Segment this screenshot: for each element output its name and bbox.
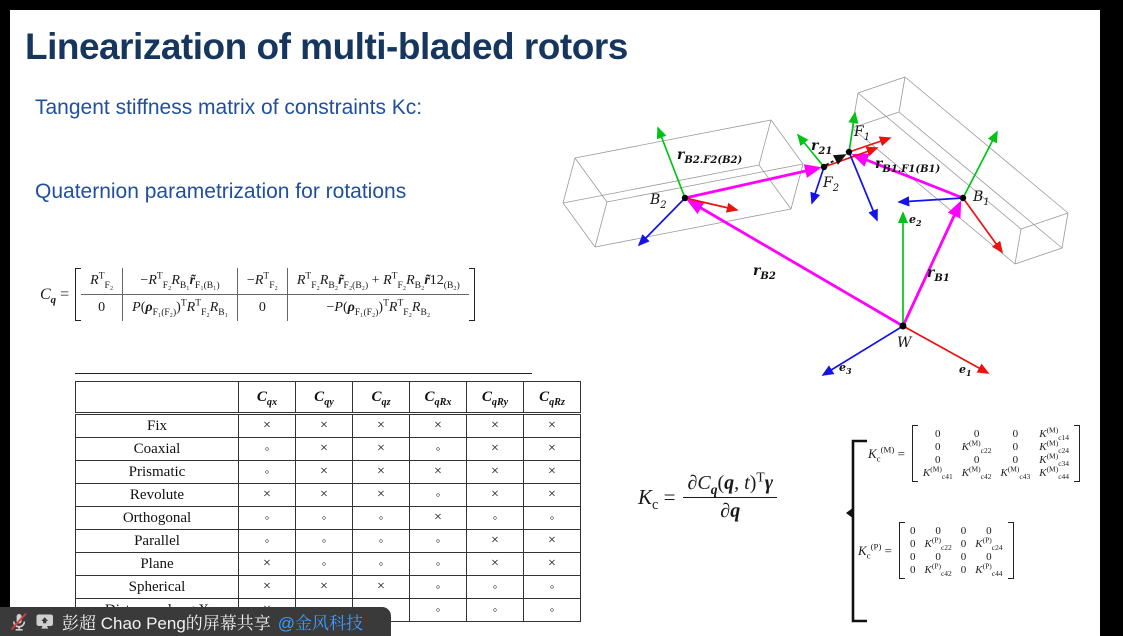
kc-denominator: ∂q [720,500,741,522]
label-B2: $B_2$ [650,192,667,211]
kc-matrix-M-label: $K_c^{(M)}$ = [868,444,905,464]
matrix-cell: 0 [935,441,941,453]
joint-table-body [76,414,581,622]
cq-cell: $-R^T_{F_2}$ [238,268,288,295]
label-rB1: $r_{B1}$ [927,265,950,284]
joint-type-label: Orthogonal [76,507,239,530]
table-cell: × [296,484,353,507]
joint-type-label: Fix [76,414,239,438]
cq-constraint-jacobian-equation [40,268,475,321]
kc-matrix-P-label: $K_c^{(P)}$ = [858,541,892,561]
table-cell: ◦ [239,507,296,530]
table-cell: × [410,507,467,530]
screen-share-icon [35,613,55,631]
cq-cell: $R^T_{F_2}$ [81,268,123,295]
matrix-cell: 0 [909,551,916,563]
kc-matrix-P [899,522,1014,579]
matrix-cell: $K^{(M)}_{c41}$ [922,464,953,482]
table-cell: × [524,438,581,461]
table-header-cell: $C_{qx}$ [239,382,296,414]
table-cell: × [410,414,467,438]
table-row [76,414,581,438]
joint-type-label: Coaxial [76,438,239,461]
table-header-cell: $C_{qRx}$ [410,382,467,414]
joint-type-label: Spherical [76,576,239,599]
label-rB1F1: $r_{B1.F1(B1)}$ [875,156,941,175]
kc-matrix-M-group [868,425,1080,482]
table-cell: × [467,484,524,507]
matrix-cell: 0 [960,525,967,537]
joint-type-label: Parallel [76,530,239,553]
cq-matrix-grid [81,268,469,321]
table-cell: × [353,438,410,461]
matrix-cell: $K^{(M)}_{c42}$ [961,464,992,482]
cq-cell: $-R^T_{F_2}R_{B_1}r̃_{F_1(B_1)}$ [123,268,238,295]
label-B1: $B_1$ [973,189,990,208]
matrix-cell: 0 [973,428,980,440]
matrix-cell: 0 [960,564,967,576]
table-cell: ◦ [524,507,581,530]
label-rB2F2: $r_{B2.F2(B2)}$ [677,147,743,166]
cq-cell: $-P(\rho_{F_1(F_2)})^TR^T_{F_2}R_{B_2}$ [326,298,431,318]
matrix-cell: 0 [986,525,992,537]
table-cell: × [239,484,296,507]
table-header-cell: $C_{qRy}$ [467,382,524,414]
rotor-bodies-diagram [555,70,1100,405]
table-cell: ◦ [467,507,524,530]
table-cell: ◦ [296,553,353,576]
table-cell: × [524,530,581,553]
table-header-cell: $C_{qz}$ [353,382,410,414]
label-W: W [897,335,912,351]
matrix-cell: 0 [1012,441,1019,453]
table-cell: × [296,438,353,461]
table-cell: × [410,461,467,484]
matrix-cell: $K^{(M)}_{c22}$ [961,438,992,456]
matrix-cell: 0 [935,551,941,563]
table-cell: ◦ [296,530,353,553]
matrix-cell: 0 [909,564,916,576]
axis-e3 [823,326,903,375]
screen-share-text: 彭超 Chao Peng的屏幕共享 [62,614,271,633]
matrix-cell: $K^{(P)}_{c42}$ [924,561,952,579]
table-cell: ◦ [239,461,296,484]
matrix-cell: 0 [986,551,992,563]
cq-cell: $P(\rho_{F_1(F_2)})^TR^T_{F_2}R_{B_1}$ [123,295,238,321]
table-cell: × [239,414,296,438]
muted-mic-icon [10,612,28,632]
screen-share-mention: @金风科技 [277,614,364,633]
table-cell: × [296,576,353,599]
table-header-row [76,382,581,414]
table-cell: × [467,461,524,484]
matrix-cell: $K^{(P)}_{c22}$ [924,535,952,553]
right-bracket [1008,522,1014,579]
table-cell: ◦ [353,530,410,553]
slide-subtitle-tangent-stiffness: Tangent stiffness matrix of constraints Kc: [35,96,423,119]
joint-type-label: Revolute [76,484,239,507]
screen-share-bar[interactable] [0,607,391,636]
table-cell: ◦ [239,530,296,553]
joint-constraint-table [75,381,581,622]
presentation-slide [10,10,1100,636]
table-cell: ◦ [467,576,524,599]
table-cell: × [353,414,410,438]
right-bracket [469,268,475,321]
table-cell: × [467,414,524,438]
body-B2-wireframe-box [563,120,803,247]
matrix-cell: 0 [960,551,967,563]
table-cell: ◦ [524,576,581,599]
label-e3: $e_3$ [839,361,852,376]
table-cell: ◦ [410,484,467,507]
label-e2: $e_2$ [909,213,922,228]
joint-type-label: Plane [76,553,239,576]
matrix-cell: 0 [960,538,967,550]
matrix-cell: $K^{(M)}_{c43}$ [1000,464,1031,482]
kc-fraction [683,469,777,523]
kc-stiffness-equation [638,469,777,523]
cq-cell: 0 [238,295,288,321]
cq-cell: 0 [81,295,123,321]
table-cell: × [467,553,524,576]
table-cell: ◦ [239,438,296,461]
table-cell: ◦ [410,576,467,599]
table-top-rule [75,373,532,374]
matrix-cell: 0 [935,454,941,466]
kc-matrix-P-group [858,522,1014,579]
vector-rB1F1 [854,155,963,198]
label-rB2: $r_{B2}$ [753,263,776,282]
label-r21: $r_{21}$ [811,138,833,157]
matrix-cell: $K^{(M)}_{c24}$ [1039,438,1069,456]
table-cell: ◦ [410,553,467,576]
kc-matrix-M [912,425,1080,482]
table-cell: × [353,484,410,507]
table-cell: ◦ [353,553,410,576]
matrix-cell: 0 [1012,428,1019,440]
label-F2: $F_2$ [823,175,840,194]
table-cell: × [524,484,581,507]
table-cell: × [524,461,581,484]
kc-lhs: $K_c$ = [638,485,676,514]
table-cell: × [239,576,296,599]
matrix-cell: 0 [909,525,916,537]
matrix-cell: 0 [909,538,916,550]
table-row [76,484,581,507]
axis-e1 [903,326,988,373]
matrix-cell: 0 [935,525,941,537]
table-cell: ◦ [410,599,467,622]
table-corner-cell [76,382,239,414]
table-row [76,576,581,599]
matrix-cell: 0 [935,428,941,440]
slide-subtitle-quaternion: Quaternion parametrization for rotations [35,180,407,203]
matrix-cell: $K^{(M)}_{c34}$ [1039,451,1069,469]
table-row [76,438,581,461]
table-cell: × [524,414,581,438]
label-e1: $e_1$ [959,363,972,378]
cq-lhs: $C_q$ = [40,285,70,306]
matrix-cell: 0 [973,454,980,466]
matrix-cell: $K^{(P)}_{c24}$ [975,535,1003,553]
table-cell: × [467,438,524,461]
table-row [76,461,581,484]
table-cell: ◦ [410,438,467,461]
label-F1: $F_1$ [854,124,871,143]
cq-cell: $R^T_{F_2}R_{B_2}r̃_{F_2(B_2)}$ + $R^T_{F_2}R_{B_2}r̃12_{(B_2)}$ [288,268,469,295]
table-cell: × [296,461,353,484]
table-header-cell: $C_{qy}$ [296,382,353,414]
matrix-cell: $K^{(M)}_{c44}$ [1039,464,1069,482]
table-cell: × [353,461,410,484]
vector-rB2 [689,201,903,326]
table-cell: ◦ [353,507,410,530]
table-cell: × [524,553,581,576]
joint-type-label: Prismatic [76,461,239,484]
table-cell: ◦ [467,599,524,622]
table-cell: × [353,576,410,599]
table-cell: × [296,414,353,438]
matrix-cell: 0 [1012,454,1019,466]
slide-title: Linearization of multi-bladed rotors [25,26,628,67]
right-bracket [1074,425,1080,482]
table-cell: ◦ [410,530,467,553]
matrix-cell: $K^{(P)}_{c44}$ [975,561,1003,579]
table-cell: × [239,553,296,576]
table-cell: ◦ [296,507,353,530]
table-row [76,530,581,553]
table-header-cell: $C_{qRz}$ [524,382,581,414]
table-cell: × [467,530,524,553]
kc-numerator: $\partial C_q(q$, t)$^T$γ [683,472,777,498]
table-row [76,507,581,530]
matrix-cell: $K^{(M)}_{c14}$ [1039,425,1069,443]
table-row [76,553,581,576]
table-cell: ◦ [524,599,581,622]
